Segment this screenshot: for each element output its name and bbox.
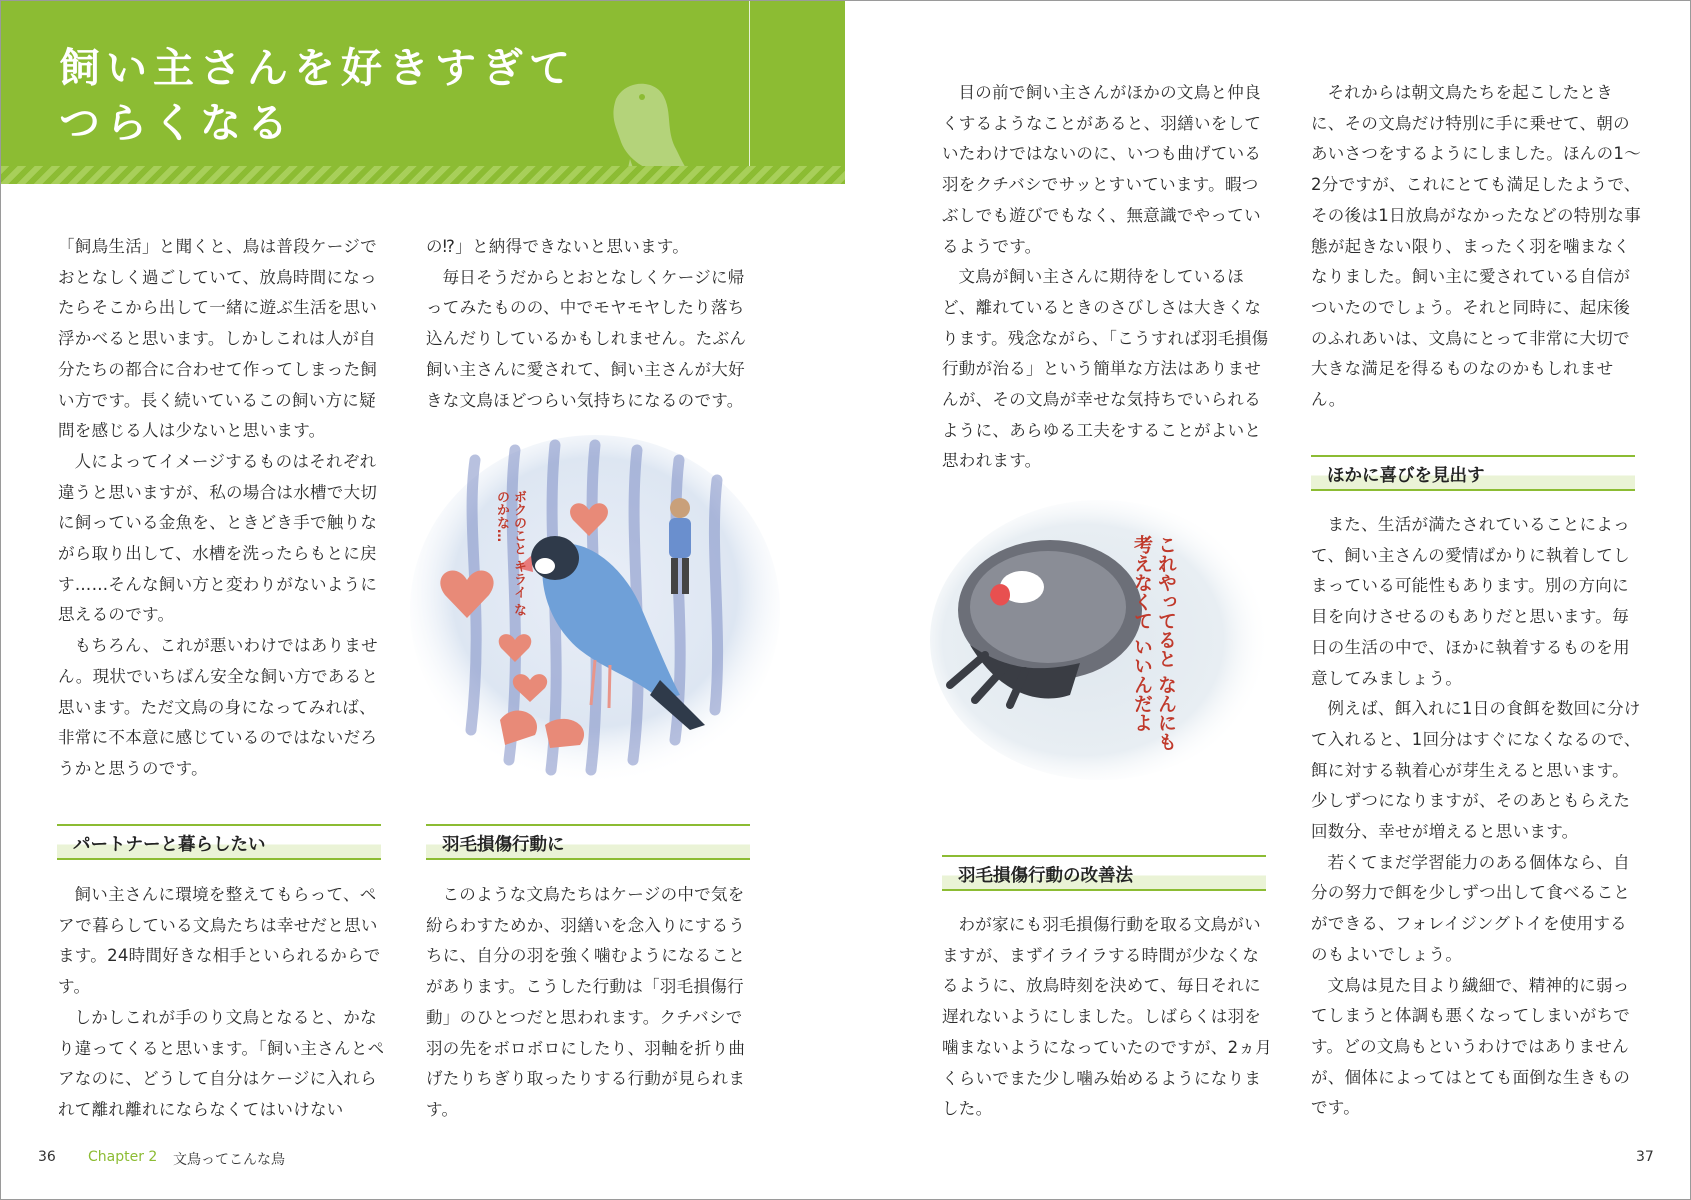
section-heading-label: 羽毛損傷行動の改善法: [958, 866, 1133, 886]
caged-bird-illustration: [405, 430, 785, 790]
paragraph: わが家にも羽毛損傷行動を取る文鳥がいますが、まずイライラする時間が少なくなるように、放鳥時刻を決めて、毎日それに遅れないようにしました。しばらくは羽を噛まないようになっていたのですが、2ヵ月くらいでまた少し噛み始めるようになりました。: [942, 915, 1272, 1119]
speech-preening-bird: [1130, 535, 1178, 765]
speech-line: なんにも: [1155, 674, 1177, 751]
feather-text: [426, 880, 756, 1126]
paragraph: 「飼鳥生活」と聞くと、鳥は普段ケージでおとなしく過ごしていて、放鳥時間になったらそこから出して一緒に遊ぶ生活を思い浮かべると思います。しかしこれは人が自分たちの都合に合わせて作ってしまった飼い方です。長く続いているこの飼い方に疑問を感じる人は少ないと思います。: [58, 237, 378, 441]
speech-line: これやってると: [1155, 535, 1177, 668]
paragraph: 飼い主さんに環境を整えてもらって、ペアで暮らしている文鳥たちは幸せだと思います。24時間好きな相手といられるからです。: [58, 885, 381, 997]
section-heading-label: パートナーと暮らしたい: [73, 835, 266, 855]
page-number-right: 37: [1636, 1149, 1654, 1165]
joy-text: [1311, 510, 1641, 1124]
column-4-text: [1311, 78, 1641, 416]
chapter-title: 文鳥ってこんな鳥: [173, 1152, 285, 1168]
partner-text: [58, 880, 388, 1126]
paragraph: 文鳥は見た目より繊細で、精神的に弱ってしまうと体調も悪くなってしまいがちです。どの文鳥もというわけではありませんが、個体によってはとても面倒な生きものです。: [1311, 975, 1631, 1118]
section-heading-joy: [1311, 455, 1635, 491]
speech-line: いいんだよ: [1131, 636, 1153, 732]
section-heading-partner: [57, 824, 381, 860]
bird-silhouette-icon: [586, 79, 696, 179]
preening-bird-illustration: [930, 495, 1280, 785]
caged-bird-drawing: [405, 430, 785, 790]
speech-line: ボクのこと: [511, 490, 526, 555]
paragraph: それからは朝文鳥たちを起こしたときに、その文鳥だけ特別に手に乗せて、朝のあいさつをするようにしました。ほんの1〜2分ですが、これにとても満足したようで、その後は1日放鳥がなかったなどの特別な事態が起きない限り、まったく羽を噛まなくなりました。飼い主に愛されている自信がついたのでしょう。それと同時に、起床後のふれあいは、文鳥にとって非常に大切で大きな満足を得るものなのかもしれません。: [1311, 83, 1641, 410]
speech-line: 考えなくて: [1131, 535, 1153, 630]
paragraph: 毎日そうだからとおとなしくケージに帰ってみたものの、中でモヤモヤしたり落ち込んだりしているかもしれません。たぶん飼い主さんに愛されて、飼い主さんが大好きな文鳥ほどつらい気持ちになるのです。: [426, 267, 747, 410]
preening-bird-drawing: [930, 495, 1280, 785]
paragraph: 若くてまだ学習能力のある個体なら、自分の努力で餌を少しずつ出して食べることができる、フォレイジングトイを使用するのもよいでしょう。: [1311, 852, 1631, 964]
paragraph: の⁉」と納得できないと思います。: [426, 237, 690, 256]
paragraph: 目の前で飼い主さんがほかの文鳥と仲良くするようなことがあると、羽繕いをしていたわけではないのに、いつも曲げている羽をクチバシでサッとすいています。暇つぶしでも遊びでもなく、無意識でやっているようです。: [942, 83, 1262, 256]
chapter-label: Chapter 2: [88, 1149, 158, 1165]
title-divider: [749, 1, 750, 184]
page-number-left: 36: [38, 1149, 56, 1165]
page-title: 飼い主さんを好きすぎて つらくなる: [59, 44, 576, 147]
column-3-text: [942, 78, 1272, 477]
section-heading-improve: [942, 855, 1266, 891]
speech-line: キライ: [511, 559, 526, 599]
column-1-text: [58, 232, 388, 785]
paragraph: また、生活が満たされていることによって、飼い主さんの愛情ばかりに執着してしまっている可能性もあります。別の方向に目を向けさせるのもありだと思います。毎日の生活の中で、ほかに執着するものを用意してみましょう。: [1311, 515, 1630, 688]
paragraph: 文鳥が飼い主さんに期待をしているほど、離れているときのさびしさは大きくなります。残念ながら、「こうすれば羽毛損傷行動が治る」という簡単な方法はありませんが、その文鳥が幸せな気持ちでいられるように、あらゆる工夫をすることがよいと思われます。: [942, 267, 1269, 471]
column-2-text: [426, 232, 756, 416]
paragraph: 人によってイメージするものはそれぞれ違うと思いますが、私の場合は水槽で大切に飼っている金魚を、ときどき手で触りながら取り出して、水槽を洗ったらもとに戻す……そんな飼い方と変わりがないように思えるのです。: [58, 451, 378, 625]
title-stripe: [1, 166, 845, 184]
paragraph: このような文鳥たちはケージの中で気を紛らわすためか、羽繕いを念入りにするうちに、自分の羽を強く噛むようになることがあります。こうした行動は「羽毛損傷行動」のひとつだと思われます。クチバシで羽の先をボロボロにしたり、羽軸を折り曲げたりちぎり取ったりする行動が見られます。: [426, 885, 746, 1119]
section-heading-feather: [426, 824, 750, 860]
improve-text: [942, 910, 1272, 1125]
paragraph: もちろん、これが悪いわけではありません。現状でいちばん安全な飼い方であると思います。ただ文鳥の身になってみれば、非常に不本意に感じているのではないだろうかと思うのです。: [58, 636, 379, 778]
section-heading-label: ほかに喜びを見出す: [1327, 466, 1485, 486]
speech-line: なのかな…: [494, 490, 526, 617]
speech-caged-bird: [493, 490, 527, 620]
title-banner: [1, 1, 845, 184]
paragraph: しかしこれが手のり文鳥となると、かなり違ってくると思います。「飼い主さんとペアなのに、どうして自分はケージに入れられて離れ離れにならなくてはいけない: [58, 1007, 385, 1119]
section-heading-label: 羽毛損傷行動に: [442, 835, 565, 855]
paragraph: 例えば、餌入れに1日の食餌を数回に分けて入れると、1回分はすぐになくなるので、餌に対する執着心が芽生えると思います。少しずつになりますが、そのあともらえた回数分、幸せが増えると思います。: [1311, 699, 1641, 842]
